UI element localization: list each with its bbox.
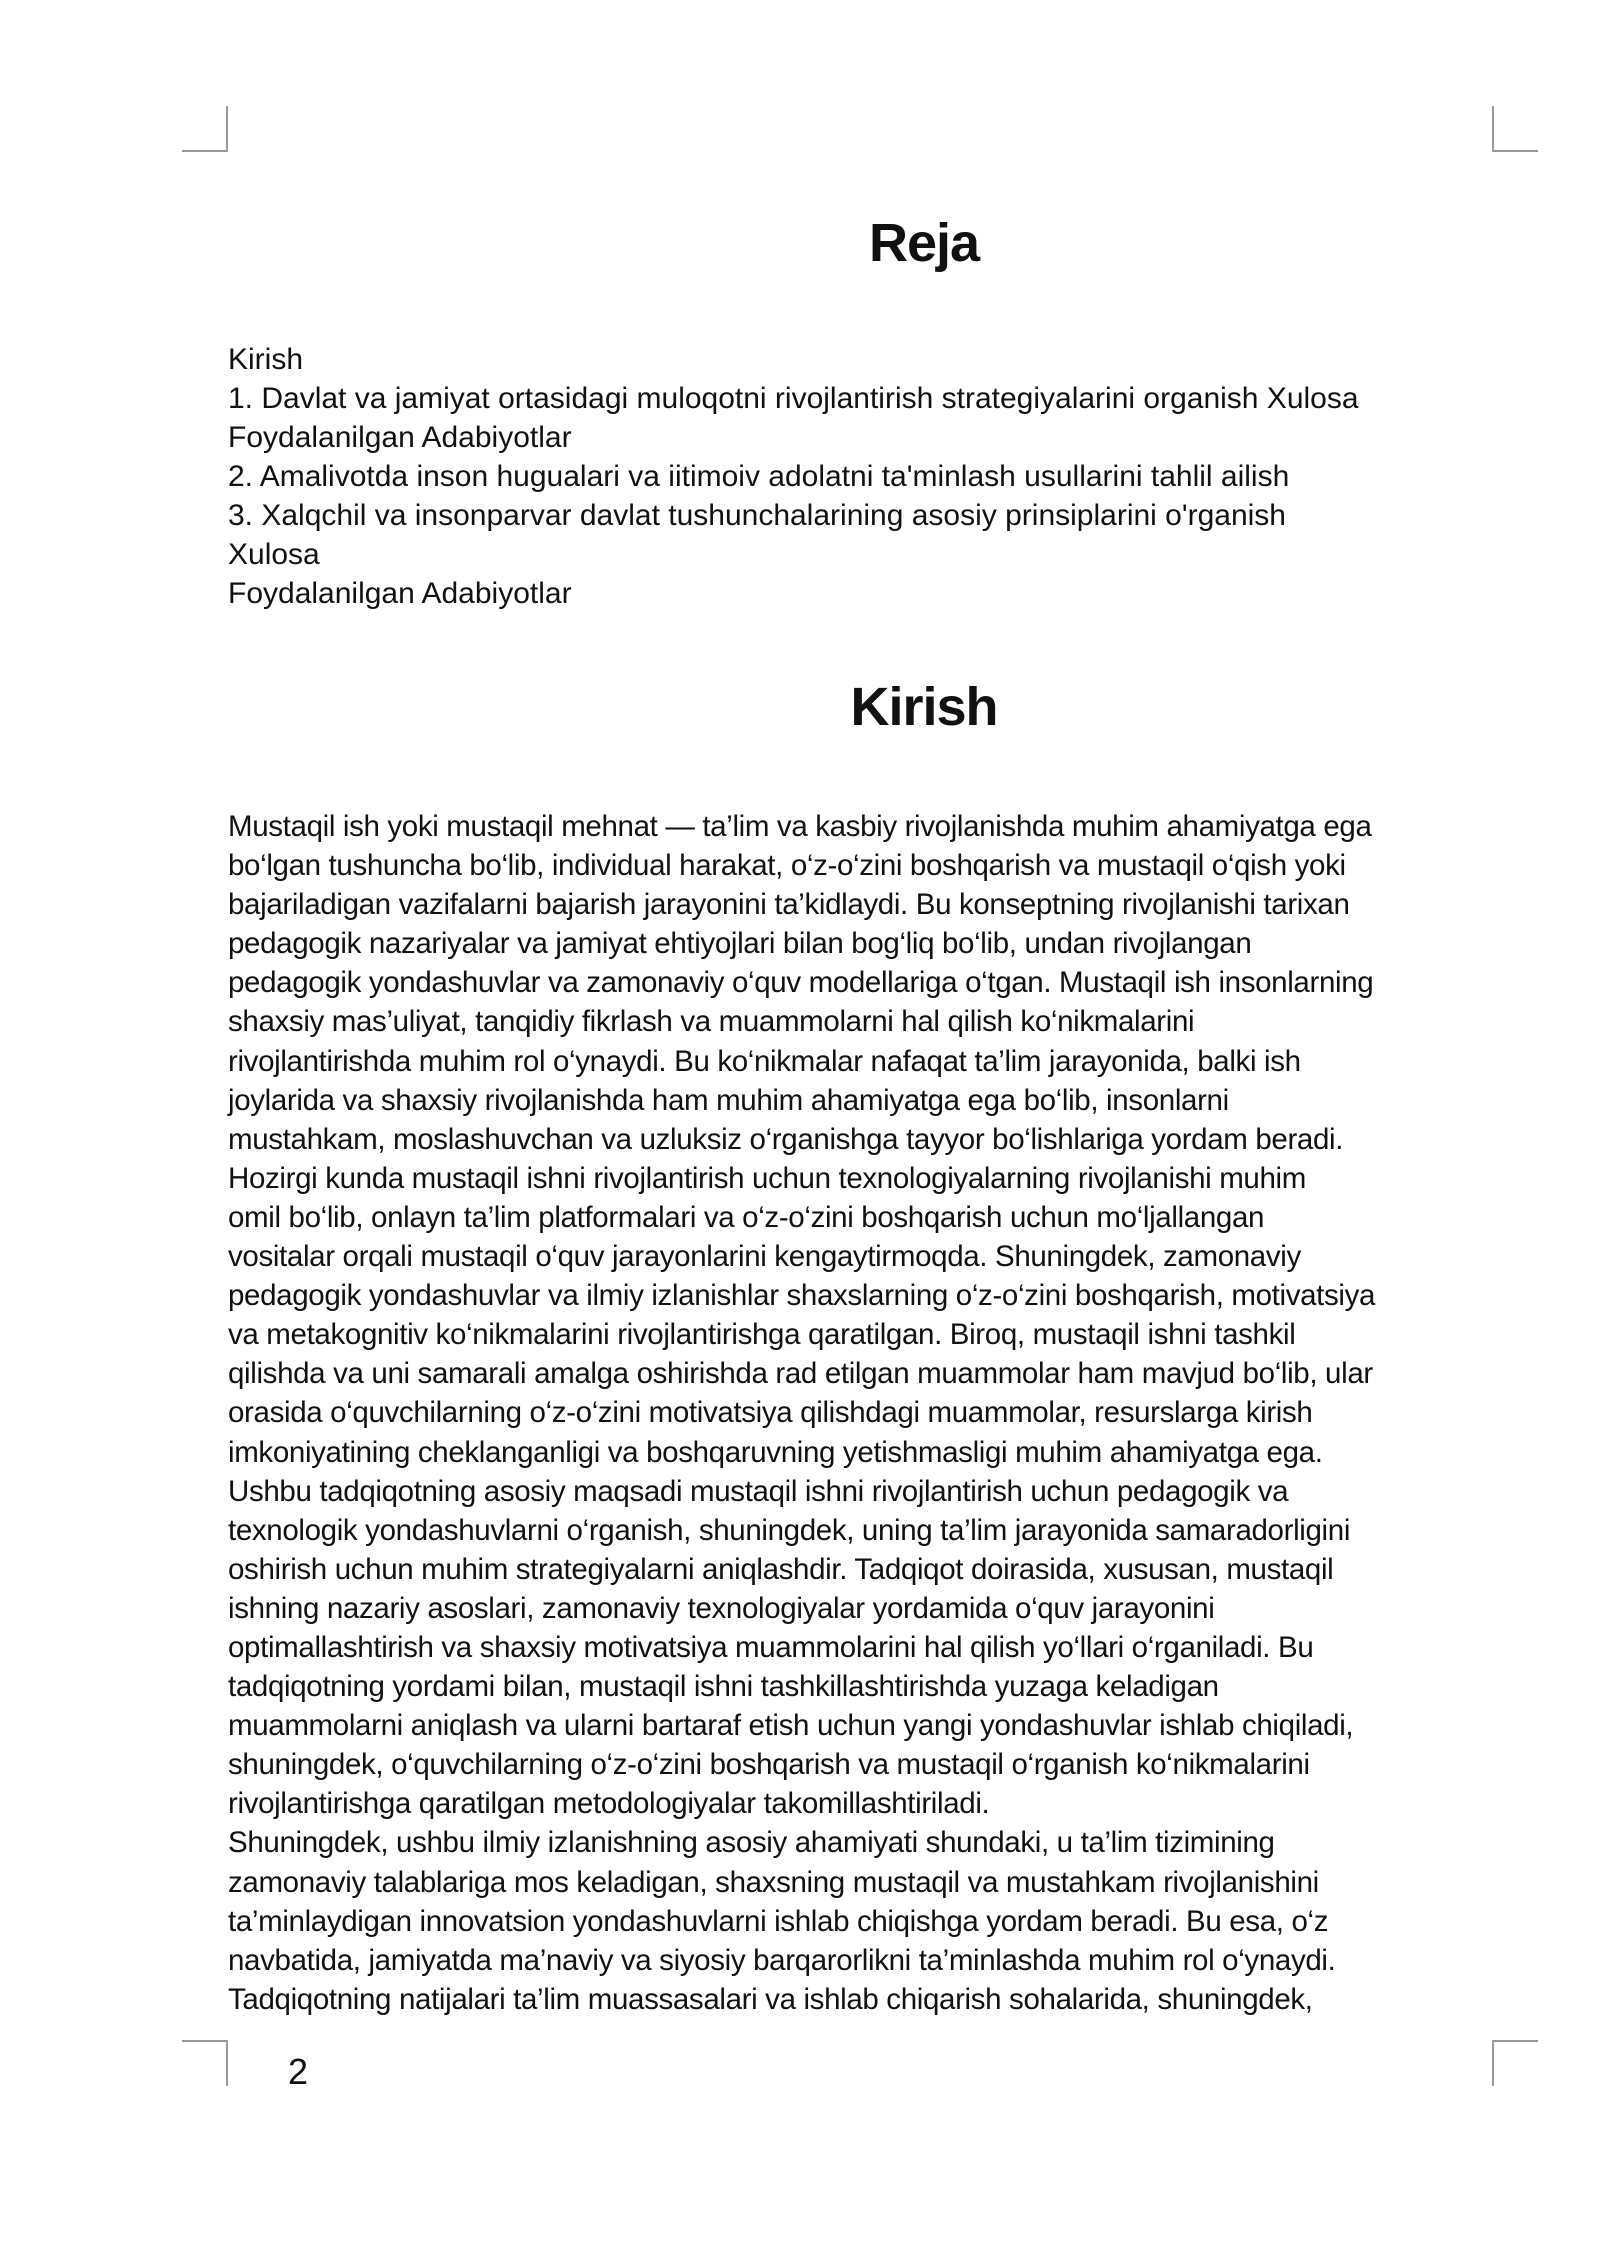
body-line: Ushbu tadqiqotning asosiy maqsadi mustaqil ishni rivojlantirish uchun pedagogik va xyxy=(228,1474,1289,1508)
body-line: oshirish uchun muhim strategiyalarni aniqlashdir. Tadqiqot doirasida, xususan, mustaqil xyxy=(228,1552,1334,1586)
body-line: Tadqiqotning natijalari ta’lim muassasalari va ishlab chiqarish sohalarida, shuningdek, xyxy=(228,1982,1313,2016)
body-line: pedagogik yondashuvlar va zamonaviy o‘quv modellariga o‘tgan. Mustaqil ish insonlarning xyxy=(228,966,1374,1000)
kirish-body xyxy=(228,807,1490,2019)
body-line: Shuningdek, ushbu ilmiy izlanishning asosiy ahamiyati shundaki, u ta’lim tizimining xyxy=(228,1826,1275,1860)
body-line: shaxsiy mas’uliyat, tanqidiy fikrlash va muammolarni hal qilish ko‘nikmalarini xyxy=(228,1005,1195,1039)
body-line: mustahkam, moslashuvchan va uzluksiz o‘rganishga tayyor bo‘lishlariga yordam beradi. xyxy=(228,1122,1344,1156)
page-number: 2 xyxy=(288,2051,309,2092)
body-line: omil bo‘lib, onlayn ta’lim platformalari va o‘z-o‘zini boshqarish uchun mo‘ljallangan xyxy=(228,1200,1265,1234)
toc-item: Xulosa xyxy=(228,538,320,571)
body-line: muammolarni aniqlash va ularni bartaraf etish uchun yangi yondashuvlar ishlab chiqiladi, xyxy=(228,1709,1354,1743)
body-line: ta’minlaydigan innovatsion yondashuvlarni ishlab chiqishga yordam beradi. Bu esa, o‘z xyxy=(228,1904,1329,1938)
table-of-contents xyxy=(228,340,1490,613)
body-line: shuningdek, o‘quvchilarning o‘z-o‘zini boshqarish va mustaqil o‘rganish ko‘nikmalarini xyxy=(228,1748,1310,1782)
toc-item: Foydalanilgan Adabiyotlar xyxy=(228,577,572,610)
body-line: imkoniyatining cheklanganligi va boshqaruvning yetishmasligi muhim ahamiyatga ega. xyxy=(228,1435,1323,1469)
body-line: vositalar orqali mustaqil o‘quv jarayonlarini kengaytirmoqda. Shuningdek, zamonaviy xyxy=(228,1240,1301,1274)
body-line: ishning nazariy asoslari, zamonaviy texnologiyalar yordamida o‘quv jarayonini xyxy=(228,1591,1215,1625)
body-line: Mustaqil ish yoki mustaqil mehnat — ta’lim va kasbiy rivojlanishda muhim ahamiyatga ega xyxy=(228,810,1372,843)
toc-item: 3. Xalqchil va insonparvar davlat tushunchalarining asosiy prinsiplarini o'rganish xyxy=(228,499,1286,532)
body-line: joylarida va shaxsiy rivojlanishda ham muhim ahamiyatga ega bo‘lib, insonlarni xyxy=(228,1083,1229,1117)
toc-item: 2. Amalivotda inson hugualari va iitimoiv adolatni ta'minlash usullarini tahlil ailish xyxy=(228,460,1290,493)
crop-mark-top-left-v xyxy=(226,106,228,152)
body-line: rivojlantirishda muhim rol o‘ynaydi. Bu ko‘nikmalar nafaqat ta’lim jarayonida, balki ish xyxy=(228,1044,1301,1078)
body-line: qilishda va uni samarali amalga oshirishda rad etilgan muammolar ham mavjud bo‘lib, ular xyxy=(228,1357,1373,1391)
body-line: rivojlantirishga qaratilgan metodologiyalar takomillashtiriladi. xyxy=(228,1787,990,1821)
body-line: texnologik yondashuvlarni o‘rganish, shuningdek, uning ta’lim jarayonida samaradorligini xyxy=(228,1513,1351,1547)
body-line: navbatida, jamiyatda ma’naviy va siyosiy barqarorlikni ta’minlashda muhim rol o‘ynaydi. xyxy=(228,1943,1336,1977)
reja-heading: Reja xyxy=(868,213,980,273)
body-line: Hozirgi kunda mustaqil ishni rivojlantirish uchun texnologiyalarning rivojlanishi muhim xyxy=(228,1161,1306,1195)
crop-mark-bottom-left-v xyxy=(226,2040,228,2086)
crop-mark-top-left-h xyxy=(182,150,228,152)
body-line: pedagogik nazariyalar va jamiyat ehtiyojlari bilan bog‘liq bo‘lib, undan rivojlangan xyxy=(228,927,1252,961)
crop-mark-top-right-v xyxy=(1492,106,1494,152)
toc-item: Foydalanilgan Adabiyotlar xyxy=(228,421,572,454)
body-line: bo‘lgan tushuncha bo‘lib, individual harakat, o‘z-o‘zini boshqarish va mustaqil o‘qish yoki xyxy=(228,849,1346,883)
body-line: optimallashtirish va shaxsiy motivatsiya muammolarini hal qilish yo‘llari o‘rganiladi. Bu xyxy=(228,1630,1314,1664)
crop-mark-top-right-h xyxy=(1492,150,1538,152)
crop-mark-bottom-left-h xyxy=(182,2040,228,2042)
kirish-heading: Kirish xyxy=(850,677,998,737)
body-line: va metakognitiv ko‘nikmalarini rivojlantirishga qaratilgan. Biroq, mustaqil ishni tashkil xyxy=(228,1318,1296,1352)
body-line: bajariladigan vazifalarni bajarish jarayonini ta’kidlaydi. Bu konseptning rivojlanishi tarixan xyxy=(228,888,1350,922)
body-line: orasida o‘quvchilarning o‘z-o‘zini motivatsiya qilishdagi muammolar, resurslarga kirish xyxy=(228,1396,1313,1430)
crop-mark-bottom-right-h xyxy=(1492,2040,1538,2042)
body-line: zamonaviy talablariga mos keladigan, shaxsning mustaqil va mustahkam rivojlanishini xyxy=(228,1865,1319,1899)
toc-item: 1. Davlat va jamiyat ortasidagi muloqotni rivojlantirish strategiyalarini organish Xulosa xyxy=(228,382,1359,415)
crop-mark-bottom-right-v xyxy=(1492,2040,1494,2086)
toc-item: Kirish xyxy=(228,343,304,376)
body-line: tadqiqotning yordami bilan, mustaqil ishni tashkillashtirishda yuzaga keladigan xyxy=(228,1670,1219,1704)
body-line: pedagogik yondashuvlar va ilmiy izlanishlar shaxslarning o‘z-o‘zini boshqarish, motivatsiya xyxy=(228,1279,1376,1313)
